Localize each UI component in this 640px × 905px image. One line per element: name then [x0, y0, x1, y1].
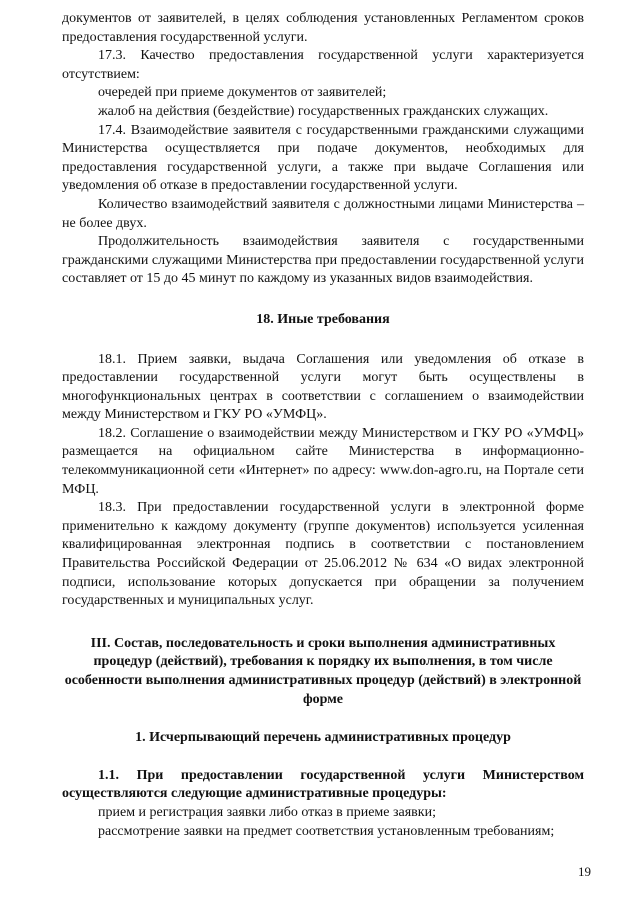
paragraph: 1.1. При предоставлении государственной услуги Министерством осуществляются следующие административные процедуры: [62, 767, 584, 802]
list-item: прием и регистрация заявки либо отказ в приеме заявки; [98, 804, 436, 820]
paragraph: Продолжительность взаимодействия заявителя с государственными гражданскими служащими Министерства при предоставлении государственной услуги составляет от 15 до 45 минут по каждому из указанных видов взаимодействия. [62, 234, 584, 287]
list-item: жалоб на действия (бездействие) государственных гражданских служащих. [98, 103, 549, 119]
paragraph: 18.2. Соглашение о взаимодействии между Министерством и ГКУ РО «УМФЦ» размещается на официальном сайте Министерства в информационно-телекоммуникационной сети «Интернет» по адресу: www.don-agro.ru, на Портале сети МФЦ. [62, 425, 584, 497]
paragraph: 17.3. Качество предоставления государственной услуги характеризуется отсутствием: [62, 48, 584, 82]
paragraph: 18.1. Прием заявки, выдача Соглашения или уведомления об отказе в предоставлении государственной услуги могут быть осуществлены в многофункциональных центрах в соответствии с соглашением о взаимодействии между Министерством и ГКУ РО «УМФЦ». [62, 351, 584, 423]
section-3-heading: III. Состав, последовательность и сроки выполнения административных процедур (действий), требования к порядку их выполнения, в том числе особенности выполнения административных процедур (действий) в электронной форме [64, 635, 582, 707]
document-page [62, 10, 584, 841]
list-item: рассмотрение заявки на предмет соответствия установленным требованиям; [98, 823, 555, 839]
paragraph: 18.3. При предоставлении государственной услуги в электронной форме применительно к каждому документу (группе документов) используется усиленная квалифицированная электронная подпись в соответствии с постановлением Правительства Российской Федерации от 25.06.2012 № 634 «О видах электронной подписи, использование которых допускается при обращении за получением государственных и муниципальных услуг. [62, 500, 584, 609]
subsection-1-heading: 1. Исчерпывающий перечень административных процедур [135, 730, 511, 746]
section-18-heading: 18. Иные требования [256, 311, 390, 327]
paragraph: 17.4. Взаимодействие заявителя с государственными гражданскими служащими Министерства осуществляется при подаче документов, необходимых для предоставления государственной услуги, а также при выдаче Соглашения или уведомления об отказе в предоставлении государственной услуги. [62, 122, 584, 194]
list-item: очередей при приеме документов от заявителей; [98, 85, 387, 101]
page-number: 19 [578, 864, 591, 879]
paragraph: Количество взаимодействий заявителя с должностными лицами Министерства – не более двух. [62, 196, 584, 231]
paragraph: документов от заявителей, в целях соблюдения установленных Регламентом сроков предоставления государственной услуги. [62, 11, 584, 45]
